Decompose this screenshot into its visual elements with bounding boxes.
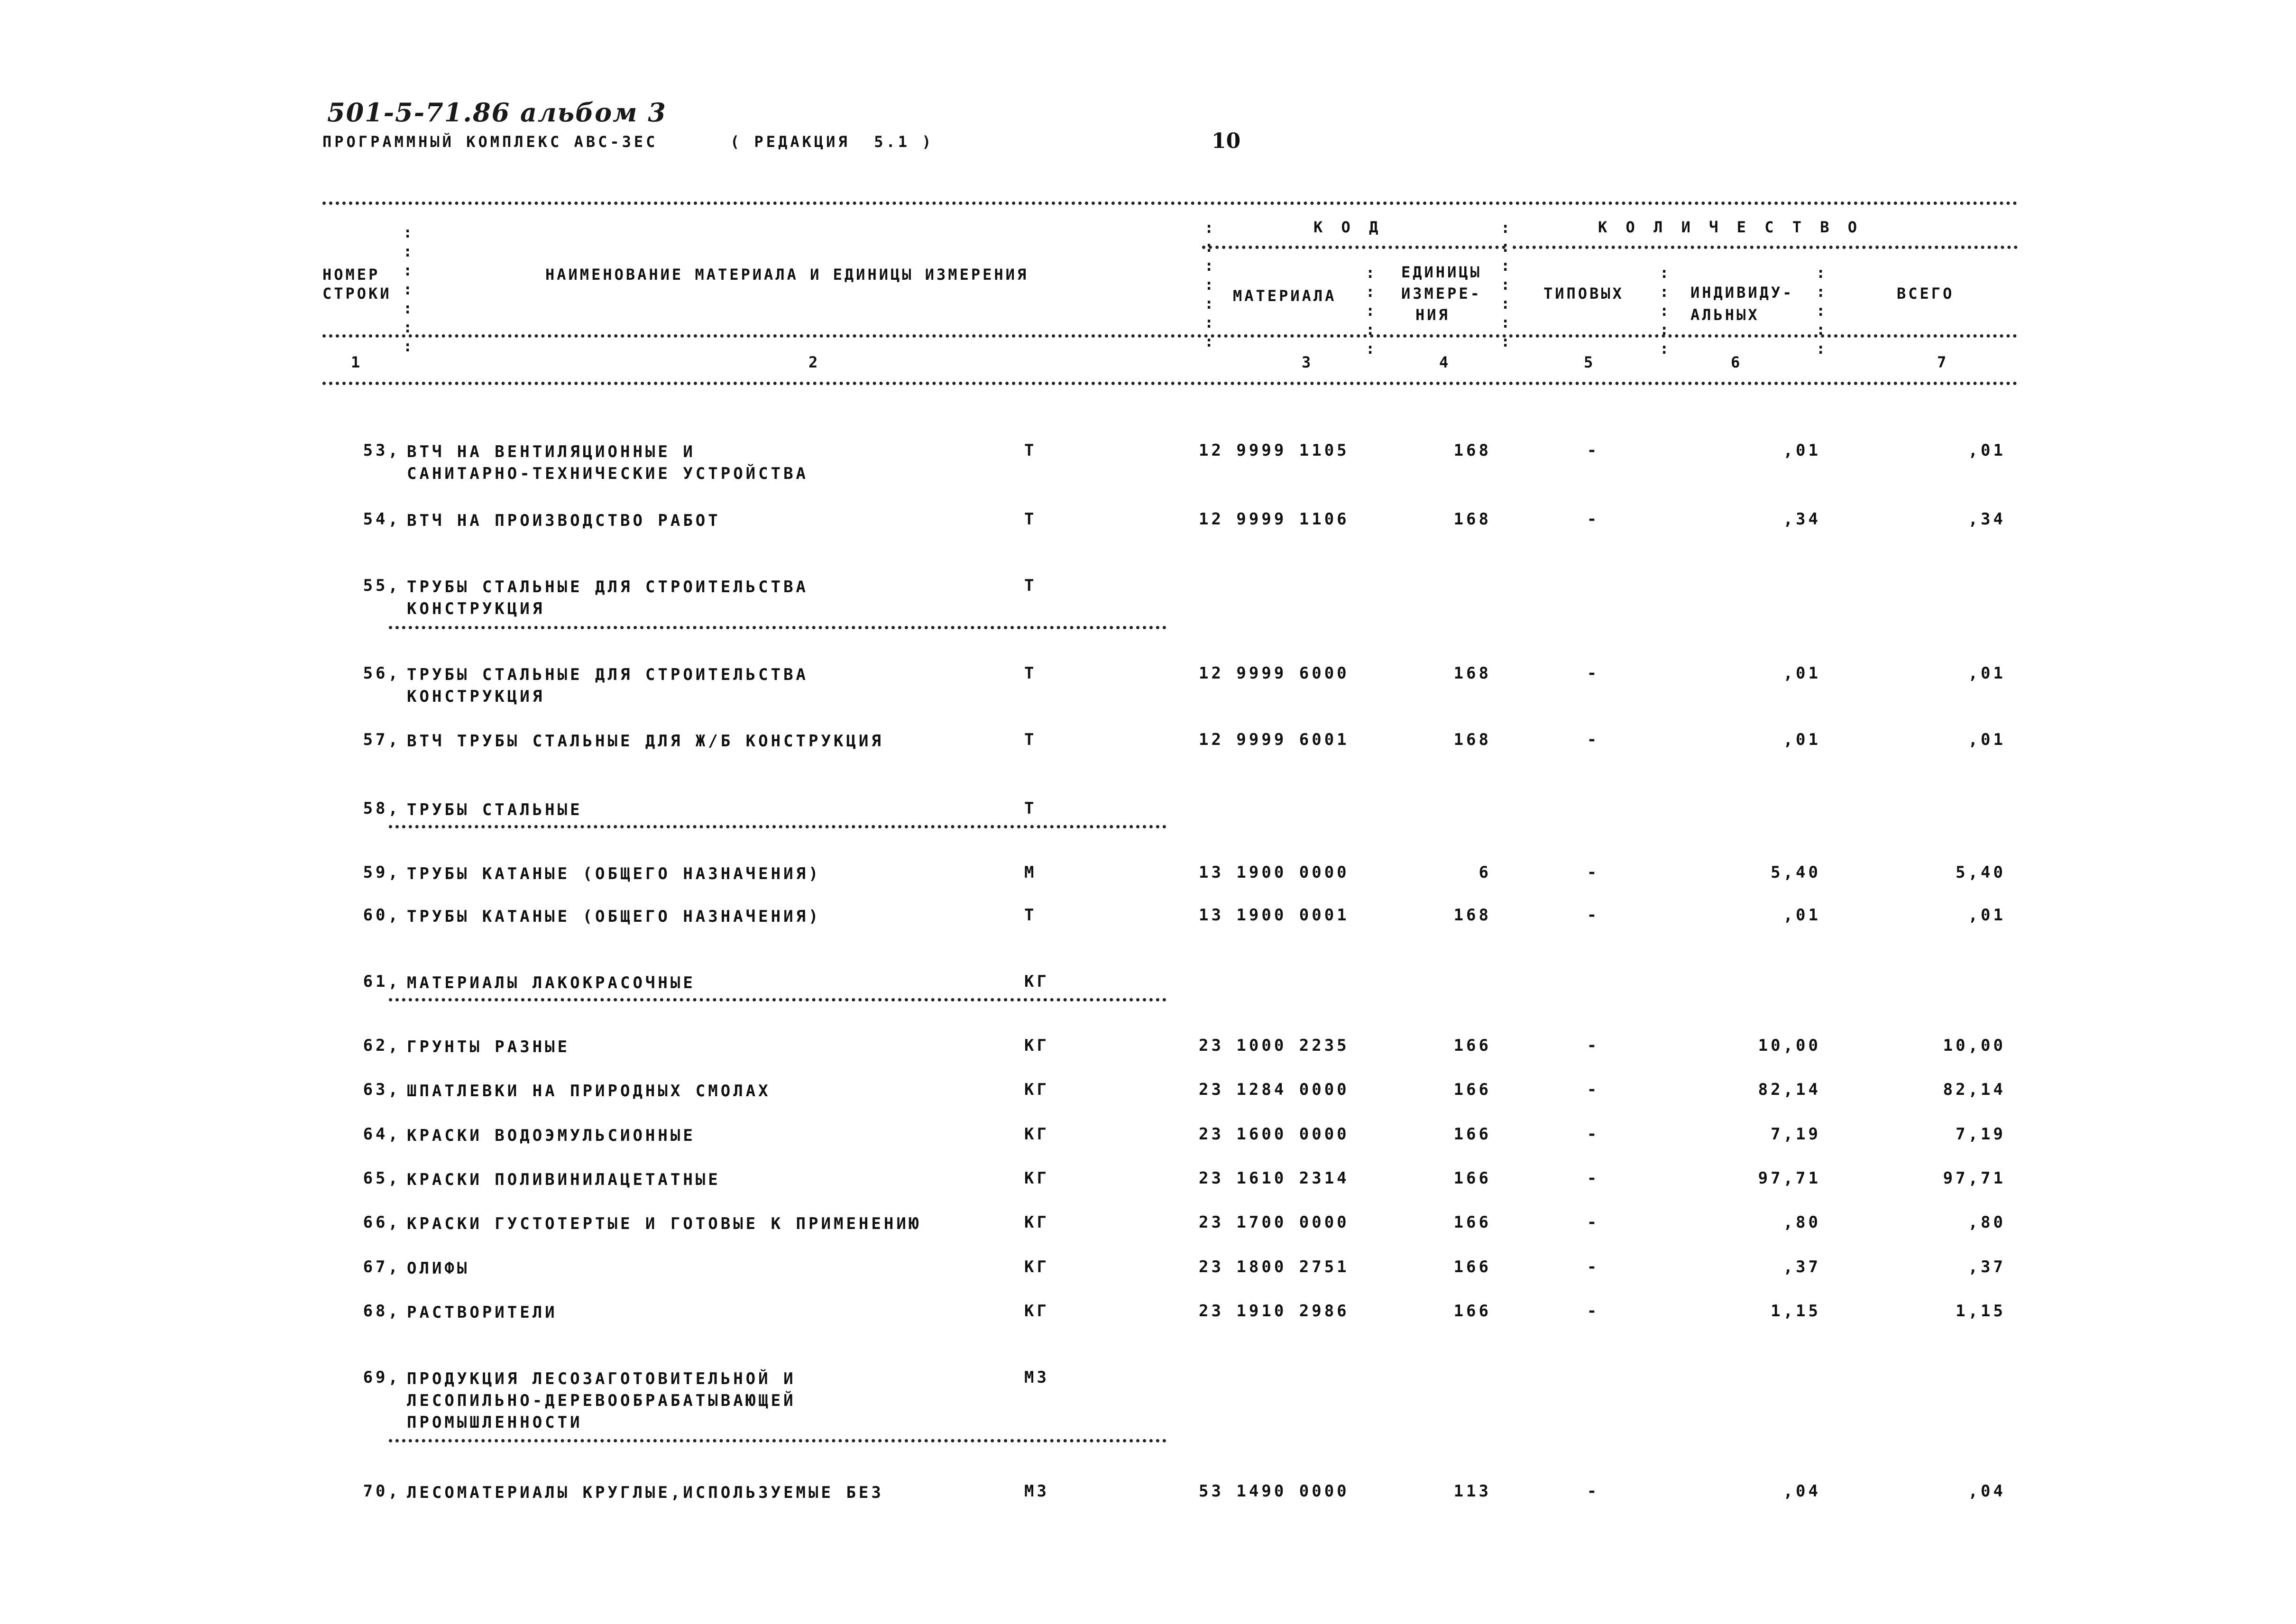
row-individual: 97,71 [1758,1169,1821,1188]
row-typical: - [1587,664,1600,683]
row-individual: ,37 [1783,1257,1821,1276]
col-units-header-1: ЕДИНИЦЫ [1401,263,1482,281]
row-measure-code: 168 [1453,441,1491,460]
row-material-code: 13 1900 0001 [1199,906,1350,925]
row-typical: - [1587,1125,1600,1144]
row-unit: КГ [1024,972,1049,991]
row-individual: 5,40 [1771,863,1821,882]
row-typical: - [1587,1302,1600,1321]
row-unit: М3 [1024,1482,1049,1501]
row-name: ТРУБЫ СТАЛЬНЫЕ [407,800,583,819]
col-number-7: 7 [1937,353,1949,371]
row-name: ТРУБЫ СТАЛЬНЫЕ ДЛЯ СТРОИТЕЛЬСТВА КОНСТРУКЦИЯ [407,665,809,706]
row-unit: КГ [1024,1036,1049,1055]
row-individual: 82,14 [1758,1080,1821,1099]
row-measure-code: 166 [1453,1302,1491,1321]
row-measure-code: 168 [1453,664,1491,683]
handwritten-album-note: 501-5-71.86 альбом 3 [327,97,667,128]
row-individual: 10,00 [1758,1036,1821,1055]
row-measure-code: 166 [1453,1257,1491,1276]
row-number: 63, [363,1080,401,1099]
row-material-code: 13 1900 0000 [1199,863,1350,882]
row-material-code: 23 1700 0000 [1199,1213,1350,1232]
col-individual-header-2: АЛЬНЫХ [1690,306,1760,324]
row-material-code: 23 1910 2986 [1199,1302,1350,1321]
group-underline [389,998,1166,1001]
row-individual: ,04 [1783,1482,1821,1501]
row-typical: - [1587,1482,1600,1501]
row-name: ТРУБЫ КАТАНЫЕ (ОБЩЕГО НАЗНАЧЕНИЯ) [407,864,821,883]
row-number: 65, [363,1169,401,1188]
col-number-3: 3 [1302,353,1313,371]
header-mid-rule [322,334,2018,338]
row-material-code: 53 1490 0000 [1199,1482,1350,1501]
row-number: 69, [363,1368,401,1387]
row-material-code: 23 1800 2751 [1199,1257,1350,1276]
row-typical: - [1587,1213,1600,1232]
row-total: 7,19 [1956,1125,2006,1144]
row-name: ВТЧ ТРУБЫ СТАЛЬНЫЕ ДЛЯ Ж/Б КОНСТРУКЦИЯ [407,732,884,751]
separator-before-total: : : : : : [1816,264,1826,358]
row-name: ОЛИФЫ [407,1259,470,1278]
col-row-no-label-2: СТРОКИ [322,284,392,303]
separator-after-row-no: : : : : : : : [403,223,413,355]
row-number: 54, [363,510,401,529]
row-name: ТРУБЫ СТАЛЬНЫЕ ДЛЯ СТРОИТЕЛЬСТВА КОНСТРУКЦИЯ [407,578,809,618]
row-typical: - [1587,441,1600,460]
row-total: ,80 [1968,1213,2006,1232]
row-measure-code: 6 [1479,863,1491,882]
row-number: 59, [363,863,401,882]
row-material-code: 23 1600 0000 [1199,1125,1350,1144]
row-unit: Т [1024,799,1037,818]
row-number: 58, [363,799,401,818]
separator-before-quantity: : : : : : : : [1501,219,1510,350]
row-unit: Т [1024,510,1037,529]
row-name: ТРУБЫ КАТАНЫЕ (ОБЩЕГО НАЗНАЧЕНИЯ) [407,907,821,926]
row-typical: - [1587,1036,1600,1055]
page-number: 10 [1212,129,1241,153]
separator-before-code: : : : : : : : [1204,219,1214,350]
col-code-header: К О Д [1313,218,1383,236]
row-total: 1,15 [1956,1302,2006,1321]
row-total: ,01 [1968,906,2006,925]
row-total: ,01 [1968,441,2006,460]
row-number: 62, [363,1036,401,1055]
row-unit: Т [1024,664,1037,683]
row-individual: ,01 [1783,730,1821,749]
row-number: 64, [363,1125,401,1144]
col-number-2: 2 [808,353,820,371]
row-material-code: 23 1610 2314 [1199,1169,1350,1188]
row-material-code: 12 9999 1105 [1199,441,1350,460]
row-measure-code: 113 [1453,1482,1491,1501]
edition-label: ( РЕДАКЦИЯ 5.1 ) [730,133,934,151]
row-number: 66, [363,1213,401,1232]
row-name: ВТЧ НА ПРОИЗВОДСТВО РАБОТ [407,511,721,530]
row-number: 67, [363,1257,401,1276]
row-unit: КГ [1024,1213,1049,1232]
row-unit: КГ [1024,1169,1049,1188]
row-individual: 1,15 [1771,1302,1821,1321]
row-number: 61, [363,972,401,991]
row-unit: Т [1024,730,1037,749]
row-individual: ,34 [1783,510,1821,529]
col-row-no-label-1: НОМЕР [322,266,380,284]
code-sub-rule [1202,246,1506,249]
col-number-1: 1 [351,353,363,371]
row-number: 56, [363,664,401,683]
row-typical: - [1587,510,1600,529]
col-units-header-3: НИЯ [1415,306,1450,324]
row-material-code: 12 9999 1106 [1199,510,1350,529]
row-number: 70, [363,1482,401,1501]
separator-in-code: : : : : : [1366,264,1375,358]
row-material-code: 12 9999 6001 [1199,730,1350,749]
row-typical: - [1587,863,1600,882]
row-name: КРАСКИ ПОЛИВИНИЛАЦЕТАТНЫЕ [407,1170,721,1189]
row-unit: Т [1024,576,1037,595]
row-name: ПРОДУКЦИЯ ЛЕСОЗАГОТОВИТЕЛЬНОЙ И ЛЕСОПИЛЬНО-ДЕРЕВООБРАБАТЫВАЮЩЕЙ ПРОМЫШЛЕННОСТИ [407,1369,796,1432]
row-total: ,37 [1968,1257,2006,1276]
program-complex-title: ПРОГРАММНЫЙ КОМПЛЕКС АВС-3ЕС [322,133,658,151]
col-total-header: ВСЕГО [1897,284,1955,303]
row-total: ,01 [1968,730,2006,749]
row-name: ГРУНТЫ РАЗНЫЕ [407,1037,570,1056]
row-name: МАТЕРИАЛЫ ЛАКОКРАСОЧНЫЕ [407,973,696,992]
quantity-sub-rule [1513,246,2018,249]
row-total: 97,71 [1943,1169,2006,1188]
col-quantity-header: К О Л И Ч Е С Т В О [1598,218,1862,236]
row-number: 68, [363,1302,401,1321]
row-total: ,04 [1968,1482,2006,1501]
row-name: КРАСКИ ВОДОЭМУЛЬСИОННЫЕ [407,1126,696,1145]
row-material-code: 23 1000 2235 [1199,1036,1350,1055]
header-top-rule [322,202,2018,205]
row-total: 10,00 [1943,1036,2006,1055]
row-measure-code: 168 [1453,906,1491,925]
col-name-header: НАИМЕНОВАНИЕ МАТЕРИАЛА И ЕДИНИЦЫ ИЗМЕРЕНИЯ [545,266,1029,284]
row-unit: КГ [1024,1257,1049,1276]
row-number: 55, [363,576,401,595]
row-unit: Т [1024,441,1037,460]
row-total: ,01 [1968,664,2006,683]
col-material-header: МАТЕРИАЛА [1233,287,1337,305]
row-total: ,34 [1968,510,2006,529]
col-units-header-2: ИЗМЕРЕ- [1401,284,1482,303]
col-number-4: 4 [1439,353,1451,371]
row-typical: - [1587,730,1600,749]
separator-before-individual: : : : : : [1660,264,1669,358]
row-name: РАСТВОРИТЕЛИ [407,1303,558,1322]
row-unit: М [1024,863,1037,882]
row-name: ЛЕСОМАТЕРИАЛЫ КРУГЛЫЕ,ИСПОЛЬЗУЕМЫЕ БЕЗ [407,1483,884,1502]
col-typical-header: ТИПОВЫХ [1543,284,1624,303]
col-individual-header-1: ИНДИВИДУ- [1690,284,1794,302]
row-measure-code: 168 [1453,510,1491,529]
row-measure-code: 166 [1453,1036,1491,1055]
row-number: 60, [363,906,401,925]
row-unit: КГ [1024,1125,1049,1144]
row-number: 53, [363,441,401,460]
row-individual: ,01 [1783,441,1821,460]
row-individual: 7,19 [1771,1125,1821,1144]
row-typical: - [1587,906,1600,925]
row-name: ВТЧ НА ВЕНТИЛЯЦИОННЫЕ И САНИТАРНО-ТЕХНИЧЕСКИЕ УСТРОЙСТВА [407,442,809,483]
col-number-6: 6 [1731,353,1743,371]
col-number-5: 5 [1584,353,1596,371]
row-individual: ,80 [1783,1213,1821,1232]
row-typical: - [1587,1257,1600,1276]
group-underline [389,1439,1166,1442]
row-unit: М3 [1024,1368,1049,1387]
group-underline [389,825,1166,828]
row-measure-code: 166 [1453,1080,1491,1099]
row-material-code: 12 9999 6000 [1199,664,1350,683]
row-typical: - [1587,1169,1600,1188]
row-name: КРАСКИ ГУСТОТЕРТЫЕ И ГОТОВЫЕ К ПРИМЕНЕНИЮ [407,1214,922,1233]
row-typical: - [1587,1080,1600,1099]
row-measure-code: 166 [1453,1169,1491,1188]
row-individual: ,01 [1783,906,1821,925]
row-unit: КГ [1024,1302,1049,1321]
row-total: 5,40 [1956,863,2006,882]
row-unit: КГ [1024,1080,1049,1099]
header-bottom-rule [322,382,2018,385]
row-name: ШПАТЛЕВКИ НА ПРИРОДНЫХ СМОЛАХ [407,1082,771,1101]
row-individual: ,01 [1783,664,1821,683]
row-total: 82,14 [1943,1080,2006,1099]
row-number: 57, [363,730,401,749]
group-underline [389,626,1166,629]
row-material-code: 23 1284 0000 [1199,1080,1350,1099]
row-measure-code: 166 [1453,1213,1491,1232]
row-measure-code: 168 [1453,730,1491,749]
row-unit: Т [1024,906,1037,925]
row-measure-code: 166 [1453,1125,1491,1144]
